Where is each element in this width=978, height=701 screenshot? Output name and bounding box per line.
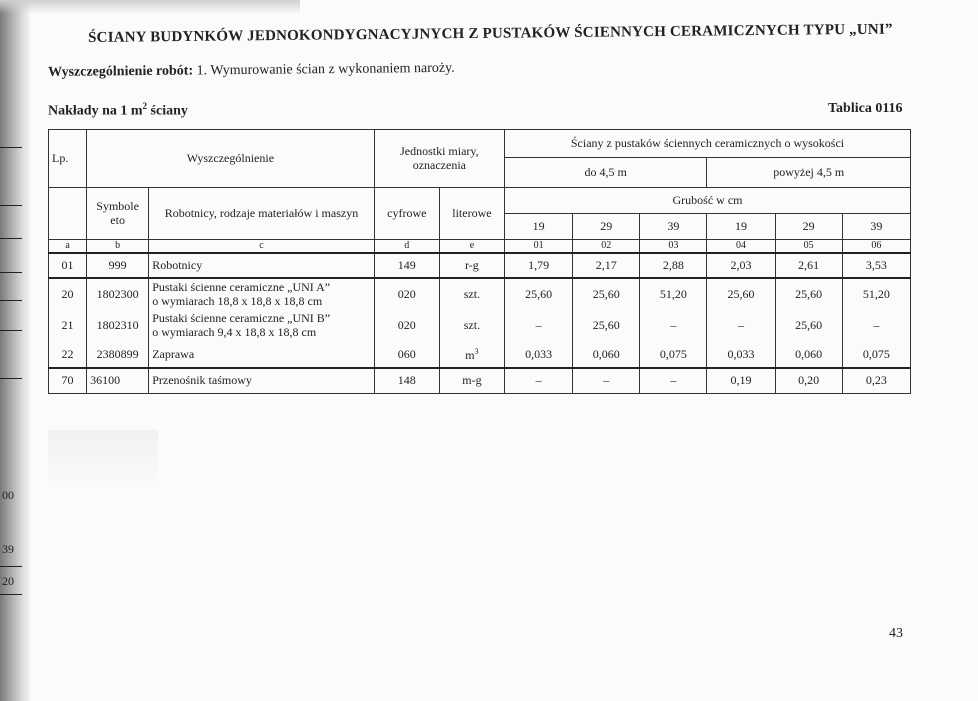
works-label: Wyszczególnienie robót: (48, 63, 194, 80)
unit-m: m (465, 347, 475, 362)
row-value: 2,17 (573, 253, 640, 278)
margin-line (0, 378, 22, 379)
header-numeric: cyfrowe (374, 188, 439, 240)
scan-binding-shadow (0, 0, 30, 701)
column-code-row (49, 240, 911, 254)
row-name: Robotnicy (149, 253, 375, 278)
row-unit-numeric: 020 (374, 310, 439, 342)
page-title: ŚCIANY BUDYNKÓW JEDNOKONDYGNACYJNYCH Z PUSTAKÓW ŚCIENNYCH CERAMICZNYCH TYPU „UNI” (88, 21, 893, 46)
row-unit-literal: r-g (439, 253, 504, 278)
row-unit-literal (439, 342, 504, 368)
row-value: – (505, 368, 573, 393)
row-value: 2,88 (640, 253, 707, 278)
row-name (149, 278, 375, 310)
row-value: 25,60 (775, 278, 842, 310)
code-cell: 03 (640, 240, 707, 254)
row-value: 25,60 (707, 278, 775, 310)
row-lp: 21 (49, 310, 87, 342)
row-value: 0,060 (775, 342, 842, 368)
row-value: 51,20 (640, 278, 707, 310)
row-lp: 01 (49, 253, 87, 278)
row-value: – (707, 310, 775, 342)
row-name (149, 310, 375, 342)
table-row (49, 342, 911, 368)
row-value: 0,19 (707, 368, 775, 393)
thickness-cell: 29 (775, 214, 842, 240)
row-value: 25,60 (573, 310, 640, 342)
row-value: – (842, 310, 910, 342)
costs-prefix: Nakłady na 1 m (48, 103, 143, 119)
row-name-line: Pustaki ścienne ceramiczne „UNI A” (152, 279, 331, 294)
row-value: 0,23 (842, 368, 910, 393)
margin-line (0, 594, 22, 595)
thickness-cell: 39 (842, 214, 910, 240)
code-cell: 04 (707, 240, 775, 254)
row-symbol: 999 (87, 253, 149, 278)
thickness-cell: 39 (640, 214, 707, 240)
code-cell: 06 (842, 240, 910, 254)
table-row (49, 253, 911, 278)
row-value: 0,060 (573, 342, 640, 368)
code-cell: 02 (573, 240, 640, 254)
header-row-3 (49, 188, 911, 214)
header-thickness: Grubość w cm (505, 188, 911, 214)
row-value: 1,79 (505, 253, 573, 278)
table-row (49, 278, 911, 310)
row-unit-numeric: 148 (374, 368, 439, 393)
scan-top-shadow (0, 0, 300, 14)
header-height-high: powyżej 4,5 m (707, 158, 911, 188)
header-workers: Robotnicy, rodzaje materiałów i maszyn (149, 188, 375, 240)
row-value: 2,03 (707, 253, 775, 278)
costs-suffix: ściany (147, 103, 188, 119)
row-value: – (505, 310, 573, 342)
row-value: 0,20 (775, 368, 842, 393)
row-unit-numeric: 060 (374, 342, 439, 368)
margin-number: 20 (2, 574, 14, 588)
row-name: Przenośnik taśmowy (149, 368, 375, 393)
row-symbol: 1802300 (87, 278, 149, 310)
row-lp: 20 (49, 278, 87, 310)
header-description: Wyszczególnienie (87, 130, 375, 188)
row-name-line: Pustaki ścienne ceramiczne „UNI B” (152, 311, 331, 326)
row-name-line: o wymiarach 9,4 x 18,8 x 18,8 cm (152, 325, 317, 339)
row-value: 25,60 (775, 310, 842, 342)
row-value: 25,60 (573, 278, 640, 310)
header-units: Jednostki miary, oznaczenia (374, 130, 504, 188)
row-symbol: 2380899 (87, 342, 149, 368)
margin-line (0, 147, 22, 148)
margin-line (0, 205, 22, 206)
letter-cell: d (374, 240, 439, 254)
header-symbol: Symbole eto (87, 188, 149, 240)
row-unit-literal: szt. (439, 278, 504, 310)
row-value: 51,20 (842, 278, 910, 310)
show-through-shadow (48, 430, 158, 490)
unit-m-sup: 3 (474, 346, 479, 356)
works-description (48, 61, 455, 81)
code-cell: 01 (505, 240, 573, 254)
margin-line (0, 300, 22, 301)
works-text: 1. Wymurowanie ścian z wykonaniem naroży. (193, 60, 455, 79)
margin-line (0, 330, 22, 331)
row-unit-numeric: 020 (374, 278, 439, 310)
row-value: 0,033 (505, 342, 573, 368)
header-literal: literowe (439, 188, 504, 240)
margin-line (0, 238, 22, 239)
row-lp: 70 (49, 368, 87, 393)
costs-heading (48, 101, 188, 120)
row-symbol: 1802310 (87, 310, 149, 342)
page-number: 43 (889, 626, 903, 641)
row-value: 0,075 (842, 342, 910, 368)
margin-number: 39 (2, 542, 14, 556)
row-value: 0,075 (640, 342, 707, 368)
letter-cell: e (439, 240, 504, 254)
row-lp: 22 (49, 342, 87, 368)
row-unit-literal: szt. (439, 310, 504, 342)
row-value: 0,033 (707, 342, 775, 368)
thickness-cell: 19 (505, 214, 573, 240)
thickness-cell: 19 (707, 214, 775, 240)
header-height-low: do 4,5 m (505, 158, 707, 188)
header-row-1 (49, 130, 911, 158)
header-lp: Lp. (49, 130, 87, 188)
header-walls: Ściany z pustaków ściennych ceramicznych o wysokości (505, 130, 911, 158)
row-value: 2,61 (775, 253, 842, 278)
row-value: – (573, 368, 640, 393)
letter-cell: a (49, 240, 87, 254)
letter-cell: c (149, 240, 375, 254)
table-number: Tablica 0116 (828, 101, 903, 116)
margin-line (0, 566, 22, 567)
letter-cell: b (87, 240, 149, 254)
row-unit-literal: m-g (439, 368, 504, 393)
costs-sup: 2 (142, 101, 148, 111)
margin-number: 00 (2, 488, 14, 502)
margin-line (0, 272, 22, 273)
table-row (49, 310, 911, 342)
header-blank (49, 188, 87, 240)
row-value: 25,60 (505, 278, 573, 310)
row-value: – (640, 310, 707, 342)
cost-table (48, 129, 911, 394)
row-symbol: 36100 (87, 368, 149, 393)
row-value: 3,53 (842, 253, 910, 278)
row-name: Zaprawa (149, 342, 375, 368)
thickness-cell: 29 (573, 214, 640, 240)
row-name-line: o wymiarach 18,8 x 18,8 x 18,8 cm (152, 293, 323, 308)
row-unit-numeric: 149 (374, 253, 439, 278)
table-row (49, 368, 911, 393)
row-value: – (640, 368, 707, 393)
code-cell: 05 (775, 240, 842, 254)
